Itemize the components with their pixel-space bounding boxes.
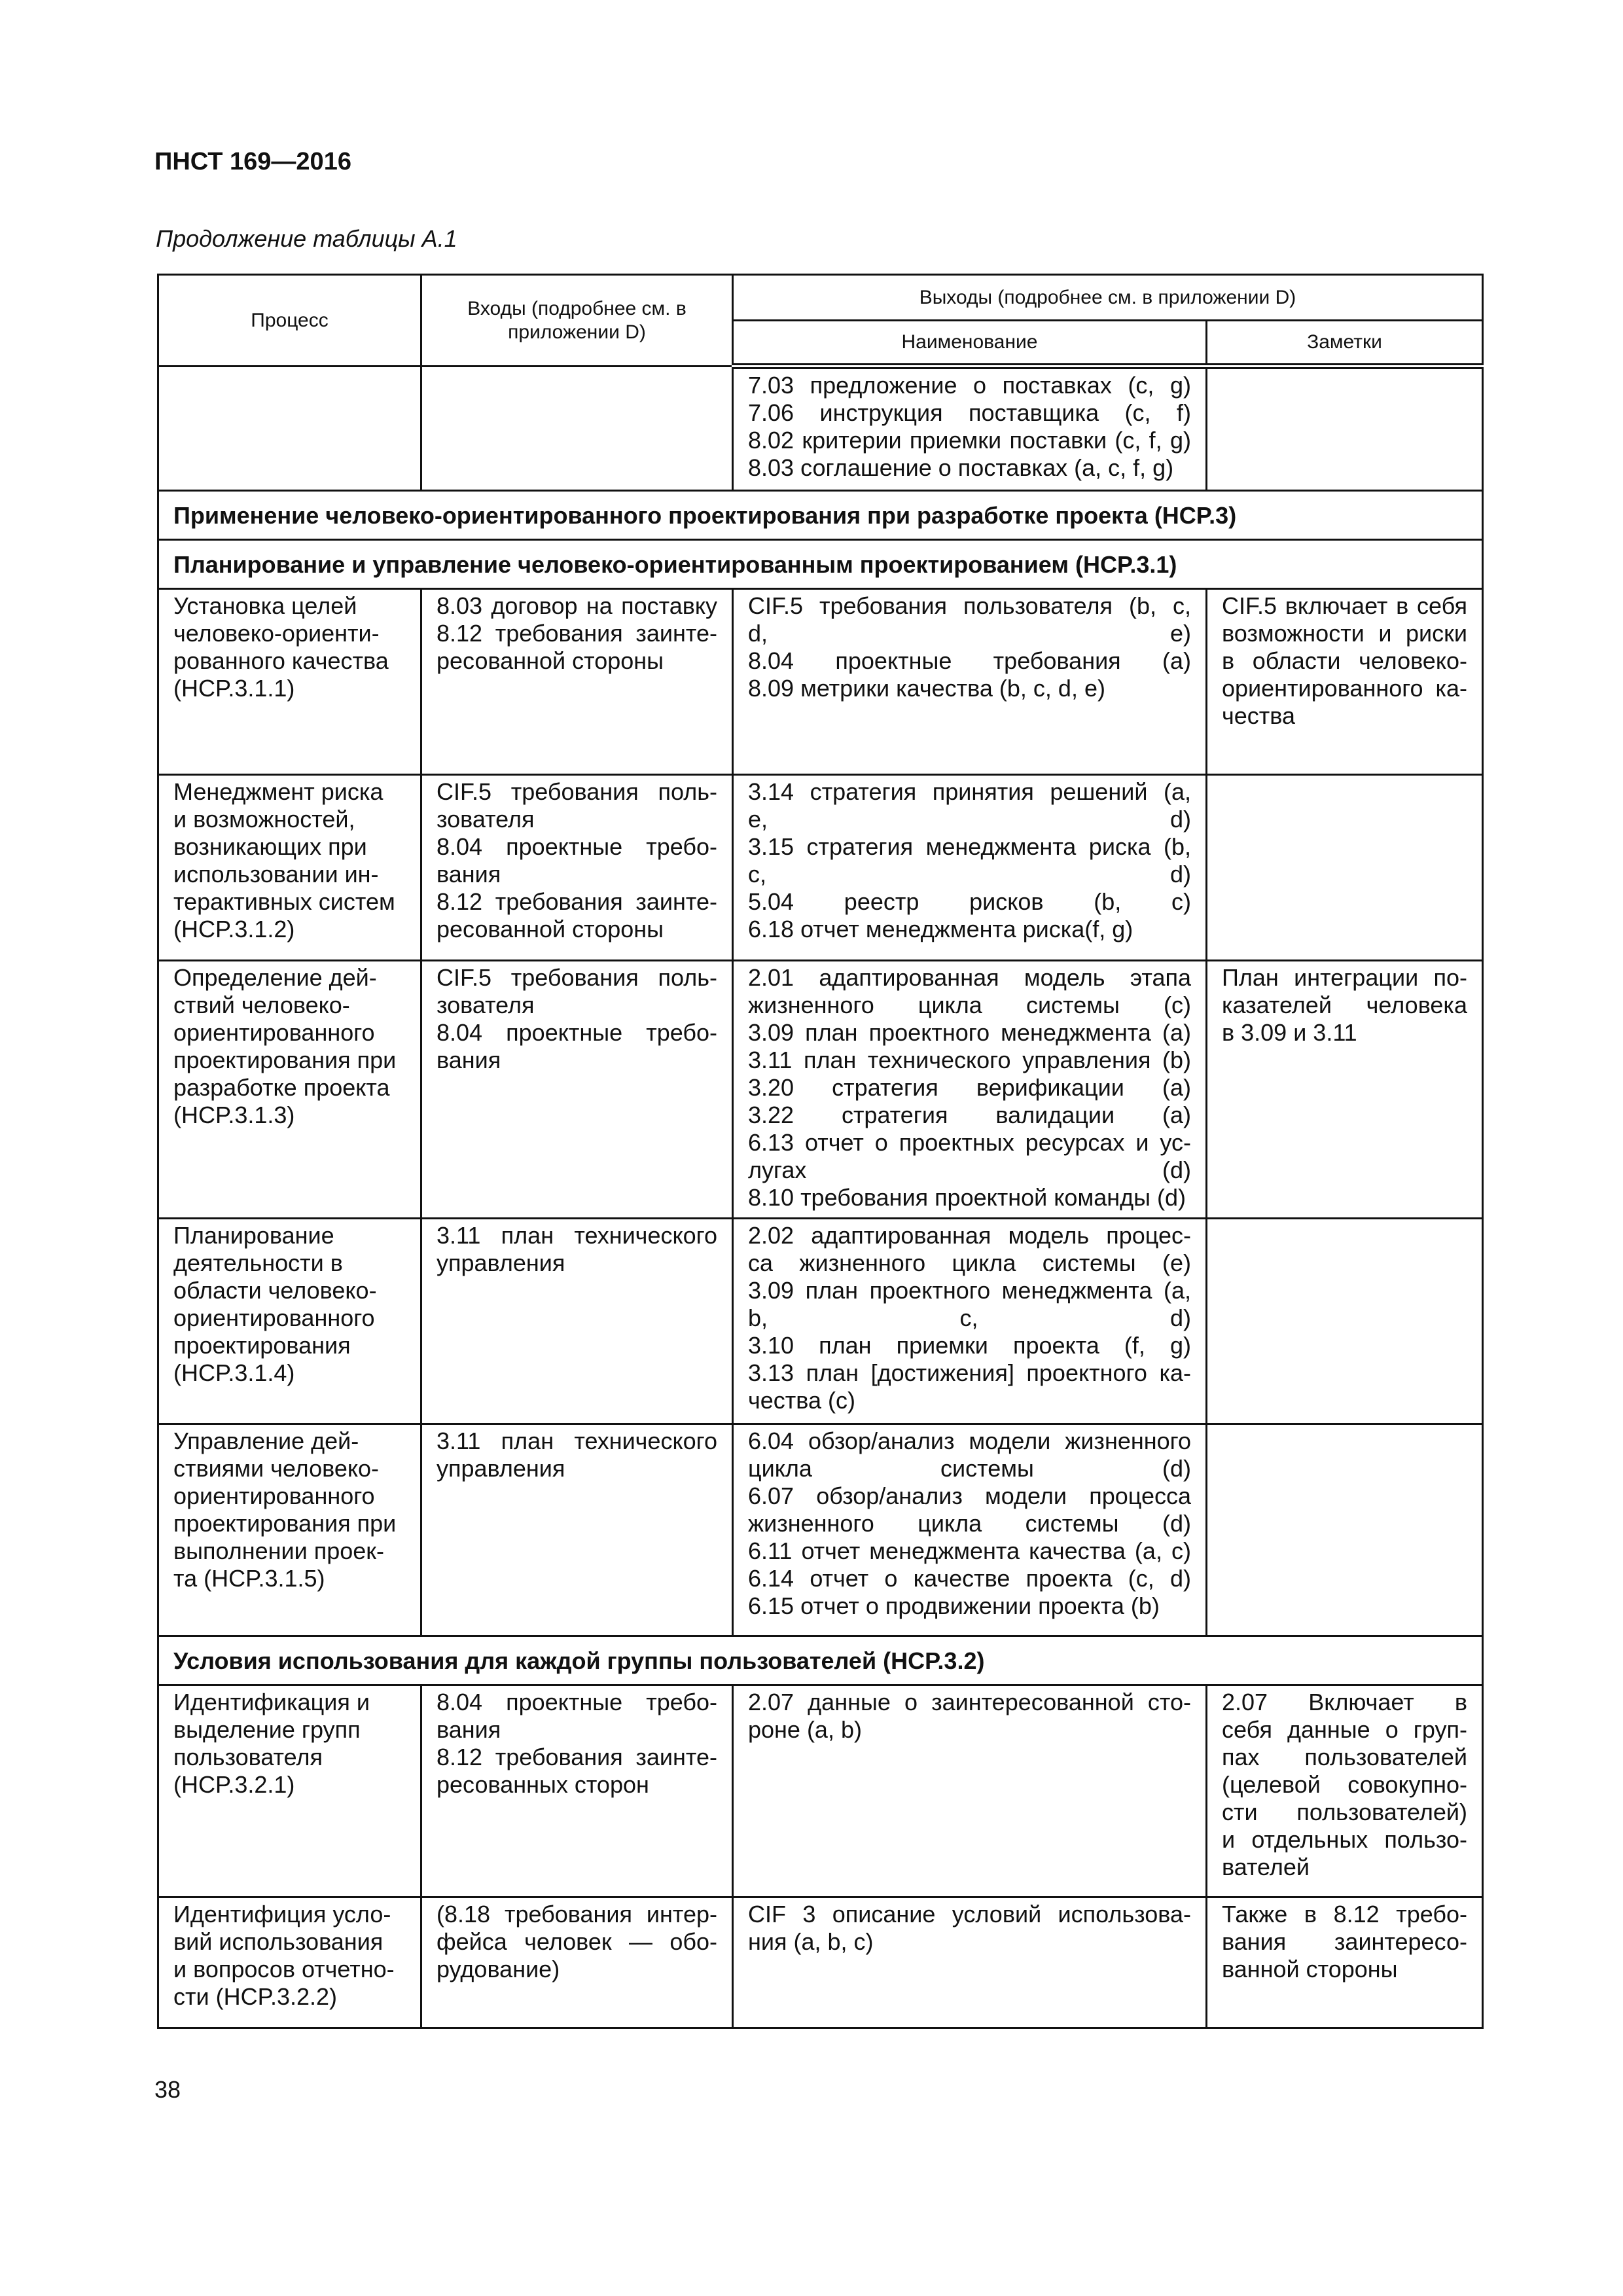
cell-line: 2.01 адаптированная модель этапа — [748, 964, 1191, 991]
cell-line: зователя — [437, 806, 535, 833]
cell-line: использовании ин- — [173, 861, 379, 888]
cell-line: (HCP.3.1.1) — [173, 675, 295, 702]
table-row — [158, 367, 1483, 491]
cell-process — [158, 367, 421, 491]
cell-notes — [1207, 1897, 1483, 2028]
cell-line: вания — [437, 1716, 501, 1743]
cell-line: Планирование — [173, 1222, 334, 1249]
cell-line: ориентированного — [173, 1304, 375, 1331]
table-row — [158, 1897, 1483, 2028]
cell-line: и отдельных пользо- — [1222, 1826, 1467, 1853]
page-number: 38 — [154, 2076, 181, 2103]
cell-line: 8.10 требования проектной команды (d) — [748, 1184, 1186, 1211]
cell-line: деятельности в — [173, 1249, 343, 1276]
cell-line: 2.07 данные о заинтересованной сто- — [748, 1689, 1191, 1715]
cell-line: пользователя — [173, 1744, 323, 1770]
cell-line: человеко-ориенти- — [173, 620, 380, 647]
cell-process — [158, 961, 421, 1219]
cell-line: 3.15 стратегия менеджмента риска (b, — [748, 833, 1191, 860]
cell-process — [158, 775, 421, 961]
cell-line: себя данные о груп- — [1222, 1716, 1467, 1743]
table-row — [158, 961, 1483, 1219]
cell-inputs — [421, 1219, 733, 1424]
table-caption: Продолжение таблицы А.1 — [156, 225, 457, 252]
cell-line: c, d) — [748, 861, 1191, 888]
cell-line: 6.14 отчет о качестве проекта (c, d) — [748, 1565, 1191, 1592]
cell-notes — [1207, 589, 1483, 775]
cell-inputs — [421, 367, 733, 491]
cell-line: ориентированного ка- — [1222, 675, 1467, 702]
cell-line: терактивных систем — [173, 888, 395, 915]
cell-line: вания — [437, 861, 501, 888]
cell-line: 8.04 проектные требо- — [437, 1689, 717, 1715]
cell-line: вания — [437, 1047, 501, 1073]
cell-line: 8.09 метрики качества (b, c, d, e) — [748, 675, 1105, 702]
cell-line: 8.04 проектные требо- — [437, 833, 717, 860]
cell-line: (HCP.3.2.1) — [173, 1771, 295, 1798]
cell-line: са жизненного цикла системы (e) — [748, 1249, 1191, 1276]
cell-line: 7.06 инструкция поставщика (c, f) — [748, 399, 1191, 426]
cell-line: области человеко- — [173, 1277, 377, 1304]
cell-line: 8.04 проектные требо- — [437, 1019, 717, 1046]
cell-line: роне (a, b) — [748, 1716, 862, 1743]
table-row — [158, 775, 1483, 961]
cell-line: План интеграции по- — [1222, 964, 1467, 991]
cell-outputs — [733, 775, 1207, 961]
cell-line: 6.07 обзор/анализ модели процесса — [748, 1482, 1191, 1509]
cell-inputs — [421, 775, 733, 961]
cell-line: лугах (d) — [748, 1157, 1191, 1183]
cell-line: управления — [437, 1249, 565, 1276]
cell-line: CIF.5 требования пользователя (b, c, — [748, 592, 1191, 619]
header-name: Наименование — [733, 321, 1207, 367]
cell-notes — [1207, 1219, 1483, 1424]
section-title: Применение человеко-ориентированного проектирования при разработке проекта (HCP.3) — [158, 491, 1483, 540]
section-row — [158, 1636, 1483, 1685]
cell-line: пах пользователей — [1222, 1744, 1467, 1770]
cell-line: ориентированного — [173, 1482, 375, 1509]
cell-line: 5.04 реестр рисков (b, c) — [748, 888, 1191, 915]
cell-line: CIF.5 требования поль- — [437, 778, 717, 805]
cell-outputs — [733, 1897, 1207, 2028]
cell-line: проектирования при — [173, 1047, 397, 1073]
cell-line: 3.13 план [достижения] проектного ка- — [748, 1359, 1191, 1386]
cell-line: 2.02 адаптированная модель процес- — [748, 1222, 1191, 1249]
cell-line: 3.22 стратегия валидации (a) — [748, 1102, 1191, 1128]
section-title: Условия использования для каждой группы пользователей (HCP.3.2) — [158, 1636, 1483, 1685]
cell-line: 6.04 обзор/анализ модели жизненного — [748, 1427, 1191, 1454]
cell-line: 7.03 предложение о поставках (c, g) — [748, 372, 1191, 399]
cell-line: 6.18 отчет менеджмента риска(f, g) — [748, 916, 1133, 942]
header-outputs: Выходы (подробнее см. в приложении D) — [733, 275, 1483, 321]
cell-line: в 3.09 и 3.11 — [1222, 1019, 1357, 1046]
header-process: Процесс — [158, 275, 421, 367]
cell-line: (целевой совокупно- — [1222, 1771, 1467, 1798]
cell-line: казателей человека — [1222, 992, 1467, 1018]
cell-line: Установка целей — [173, 592, 357, 619]
cell-line: ванной стороны — [1222, 1956, 1398, 1982]
cell-line: возможности и риски — [1222, 620, 1467, 647]
cell-outputs — [733, 961, 1207, 1219]
cell-line: CIF.5 включает в себя — [1222, 592, 1467, 619]
cell-line: 3.09 план проектного менеджмента (a, — [748, 1277, 1191, 1304]
cell-line: 6.13 отчет о проектных ресурсах и ус- — [748, 1129, 1191, 1156]
cell-outputs — [733, 1424, 1207, 1636]
cell-line: d, e) — [748, 620, 1191, 647]
cell-process — [158, 1219, 421, 1424]
table-row — [158, 1424, 1483, 1636]
header-inputs: Входы (подробнее см. в приложении D) — [421, 275, 733, 367]
cell-line: Определение дей- — [173, 964, 377, 991]
cell-line: чества (c) — [748, 1387, 855, 1414]
cell-line: (8.18 требования интер- — [437, 1901, 717, 1928]
cell-inputs — [421, 1897, 733, 2028]
cell-line: разработке проекта — [173, 1074, 390, 1101]
cell-line: 3.11 план технического — [437, 1222, 717, 1249]
cell-line: 3.11 план технического — [437, 1427, 717, 1454]
cell-inputs — [421, 1685, 733, 1897]
cell-line: Менеджмент риска — [173, 778, 383, 805]
cell-line: жизненного цикла системы (c) — [748, 992, 1191, 1018]
cell-line: CIF.5 требования поль- — [437, 964, 717, 991]
cell-line: управления — [437, 1455, 565, 1482]
section-row — [158, 540, 1483, 589]
cell-line: выделение групп — [173, 1716, 361, 1743]
cell-line: (HCP.3.1.4) — [173, 1359, 295, 1386]
cell-line: 8.02 критерии приемки поставки (c, f, g) — [748, 427, 1191, 454]
document-header: ПНСТ 169—2016 — [154, 148, 351, 175]
cell-line: CIF 3 описание условий использова- — [748, 1901, 1191, 1928]
cell-line: и вопросов отчетно- — [173, 1956, 395, 1982]
cell-line: Управление дей- — [173, 1427, 359, 1454]
cell-line: возникающих при — [173, 833, 367, 860]
cell-line: 8.12 требования заинте- — [437, 620, 717, 647]
cell-line: и возможностей, — [173, 806, 355, 833]
cell-line: 3.11 план технического управления (b) — [748, 1047, 1191, 1073]
cell-line: 8.03 соглашение о поставках (a, c, f, g) — [748, 454, 1174, 481]
cell-process — [158, 1897, 421, 2028]
cell-line: вателей — [1222, 1854, 1310, 1880]
cell-notes — [1207, 775, 1483, 961]
cell-process — [158, 1424, 421, 1636]
cell-line: b, c, d) — [748, 1304, 1191, 1331]
cell-line: сти пользователей) — [1222, 1799, 1467, 1825]
cell-line: рудование) — [437, 1956, 560, 1982]
cell-notes — [1207, 961, 1483, 1219]
cell-line: проектирования — [173, 1332, 351, 1359]
cell-line: (HCP.3.1.3) — [173, 1102, 295, 1128]
cell-line: сти (HCP.3.2.2) — [173, 1983, 338, 2010]
cell-line: 8.12 требования заинте- — [437, 888, 717, 915]
cell-line: зователя — [437, 992, 535, 1018]
cell-notes — [1207, 1424, 1483, 1636]
cell-line: рованного качества — [173, 647, 389, 674]
cell-notes — [1207, 367, 1483, 491]
section-title: Планирование и управление человеко-ориентированным проектированием (HCP.3.1) — [158, 540, 1483, 589]
cell-line: Идентифиция усло- — [173, 1901, 391, 1928]
cell-line: e, d) — [748, 806, 1191, 833]
cell-line: фейса человек — обо- — [437, 1928, 717, 1955]
cell-line: ресованных сторон — [437, 1771, 649, 1798]
table-row — [158, 1685, 1483, 1897]
cell-line: жизненного цикла системы (d) — [748, 1510, 1191, 1537]
cell-line: (HCP.3.1.2) — [173, 916, 295, 942]
cell-line: 3.09 план проектного менеджмента (a) — [748, 1019, 1191, 1046]
cell-outputs — [733, 1685, 1207, 1897]
cell-line: Также в 8.12 требо- — [1222, 1901, 1467, 1928]
cell-notes — [1207, 1685, 1483, 1897]
cell-line: вий использования — [173, 1928, 383, 1955]
cell-line: чества — [1222, 702, 1296, 729]
cell-line: проектирования при — [173, 1510, 397, 1537]
cell-line: 8.04 проектные требования (a) — [748, 647, 1191, 674]
cell-line: ствий человеко- — [173, 992, 350, 1018]
cell-line: вания заинтересо- — [1222, 1928, 1467, 1955]
requirements-table — [157, 274, 1484, 2029]
cell-line: цикла системы (d) — [748, 1455, 1191, 1482]
cell-process — [158, 1685, 421, 1897]
header-notes: Заметки — [1207, 321, 1483, 367]
cell-line: ориентированного — [173, 1019, 375, 1046]
cell-inputs — [421, 961, 733, 1219]
cell-process — [158, 589, 421, 775]
cell-line: та (HCP.3.1.5) — [173, 1565, 325, 1592]
cell-outputs — [733, 367, 1207, 491]
cell-line: 6.11 отчет менеджмента качества (a, c) — [748, 1537, 1191, 1564]
cell-line: ствиями человеко- — [173, 1455, 379, 1482]
cell-line: 6.15 отчет о продвижении проекта (b) — [748, 1592, 1160, 1619]
cell-line: в области человеко- — [1222, 647, 1467, 674]
cell-line: 8.12 требования заинте- — [437, 1744, 717, 1770]
cell-line: ресованной стороны — [437, 916, 664, 942]
cell-line: 3.20 стратегия верификации (a) — [748, 1074, 1191, 1101]
cell-outputs — [733, 589, 1207, 775]
cell-line: ресованной стороны — [437, 647, 664, 674]
cell-line: выполнении проек- — [173, 1537, 385, 1564]
section-row — [158, 491, 1483, 540]
cell-line: 3.10 план приемки проекта (f, g) — [748, 1332, 1191, 1359]
cell-line: ния (a, b, c) — [748, 1928, 874, 1955]
cell-line: 3.14 стратегия принятия решений (a, — [748, 778, 1191, 805]
table-row — [158, 589, 1483, 775]
cell-outputs — [733, 1219, 1207, 1424]
cell-line: 2.07 Включает в — [1222, 1689, 1467, 1715]
cell-inputs — [421, 589, 733, 775]
cell-line: Идентификация и — [173, 1689, 370, 1715]
table-row — [158, 1219, 1483, 1424]
cell-line: 8.03 договор на поставку — [437, 592, 717, 619]
cell-inputs — [421, 1424, 733, 1636]
